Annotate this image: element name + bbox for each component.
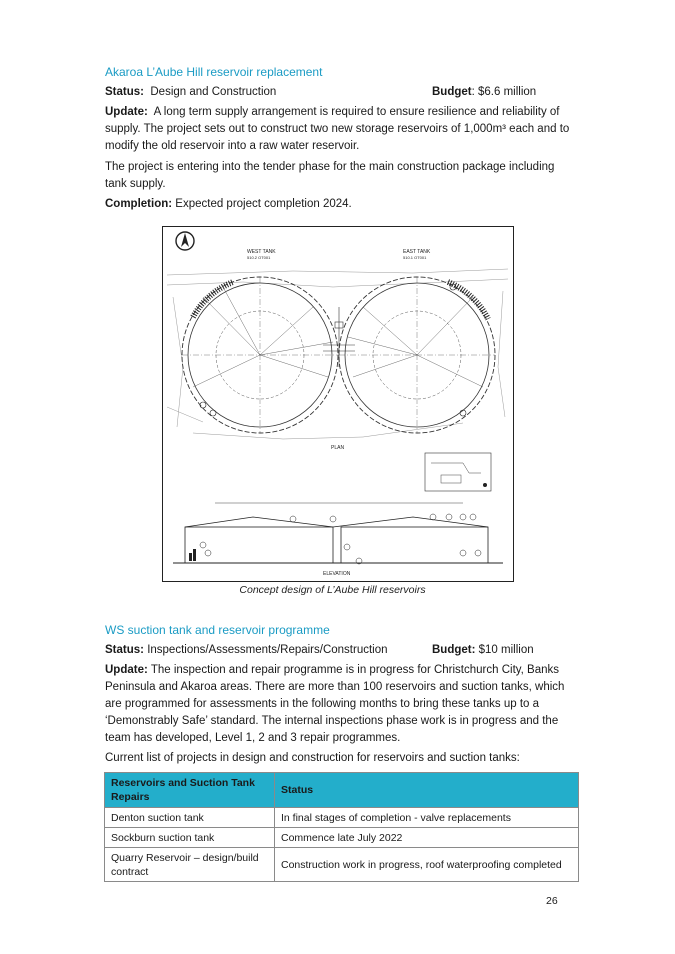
status-line-2 xyxy=(105,642,388,659)
reservoir-concept-drawing xyxy=(162,226,514,582)
budget-line xyxy=(432,84,536,101)
update-label: Update: xyxy=(105,106,148,118)
tank-elevation xyxy=(173,503,503,564)
elevation-label: ELEVATION xyxy=(323,571,351,577)
update-label-2: Update: xyxy=(105,664,148,676)
budget-line-2 xyxy=(432,642,534,659)
completion-label: Completion: xyxy=(105,198,173,210)
drawing-svg xyxy=(163,227,513,581)
table-cell: In final stages of completion - valve replacements xyxy=(275,808,579,828)
page-number: 26 xyxy=(546,895,558,907)
table-row xyxy=(105,808,579,828)
table-row xyxy=(105,828,579,848)
budget-label-2: Budget: xyxy=(432,644,476,656)
north-arrow-icon xyxy=(176,232,194,250)
section-heading-suction-tank: WS suction tank and reservoir programme xyxy=(105,623,330,637)
east-tank-label: EAST TANK xyxy=(403,249,431,255)
status-label: Status: xyxy=(105,86,144,98)
table-cell: Commence late July 2022 xyxy=(275,828,579,848)
status-label-2: Status: xyxy=(105,644,144,656)
column-header: Reservoirs and Suction Tank Repairs xyxy=(105,773,275,808)
list-intro: Current list of projects in design and construction for reservoirs and suction tanks: xyxy=(105,752,520,764)
east-tank-code: 510.1 OT001 xyxy=(403,255,427,260)
section-heading-akaroa: Akaroa L’Aube Hill reservoir replacement xyxy=(105,65,323,79)
west-tank-label: WEST TANK xyxy=(247,249,276,255)
column-header: Status xyxy=(275,773,579,808)
update-text-2: The inspection and repair programme is in progress for Christchurch City, Banks Peninsula and Akaroa areas. There are more than 100 reservoirs and suction tanks, which are programmed for assessments in the following months to bring these tanks up to a ‘Demonstrably Safe’ standard. The internal inspections phase work is in progress and the team has developed, Level 1, 2 and 3 repair programmes. xyxy=(105,664,565,744)
budget-value-2: $10 million xyxy=(478,644,534,656)
status-line xyxy=(105,84,276,101)
table-cell: Construction work in progress, roof waterproofing completed xyxy=(275,848,579,882)
budget-value: : $6.6 million xyxy=(471,86,537,98)
table-row xyxy=(105,848,579,882)
completion-line xyxy=(105,196,352,213)
plan-label: PLAN xyxy=(331,445,345,451)
figure-caption: Concept design of L’Aube Hill reservoirs xyxy=(239,584,426,596)
table-cell: Quarry Reservoir – design/build contract xyxy=(105,848,275,882)
reservoir-table xyxy=(104,772,579,882)
table-header-row xyxy=(105,773,579,808)
status-value: Design and Construction xyxy=(150,86,277,98)
budget-label: Budget xyxy=(432,86,472,98)
update-paragraph xyxy=(105,104,575,155)
update-text: A long term supply arrangement is required to ensure resilience and reliability of supply. The project sets out to construct two new storage reservoirs of 1,000m³ each and to modify the old reservoir into a raw water reservoir. xyxy=(105,106,570,152)
completion-text: Expected project completion 2024. xyxy=(175,198,352,210)
status-value-2: Inspections/Assessments/Repairs/Construction xyxy=(147,644,388,656)
tender-paragraph: The project is entering into the tender phase for the main construction package including tank supply. xyxy=(105,161,555,190)
west-tank-plan xyxy=(182,277,338,433)
table-cell: Denton suction tank xyxy=(105,808,275,828)
detail-box xyxy=(425,453,491,491)
update-paragraph-2 xyxy=(105,662,575,747)
west-tank-code: 510.2 OT001 xyxy=(247,255,271,260)
east-tank-plan xyxy=(339,277,495,433)
table-cell: Sockburn suction tank xyxy=(105,828,275,848)
